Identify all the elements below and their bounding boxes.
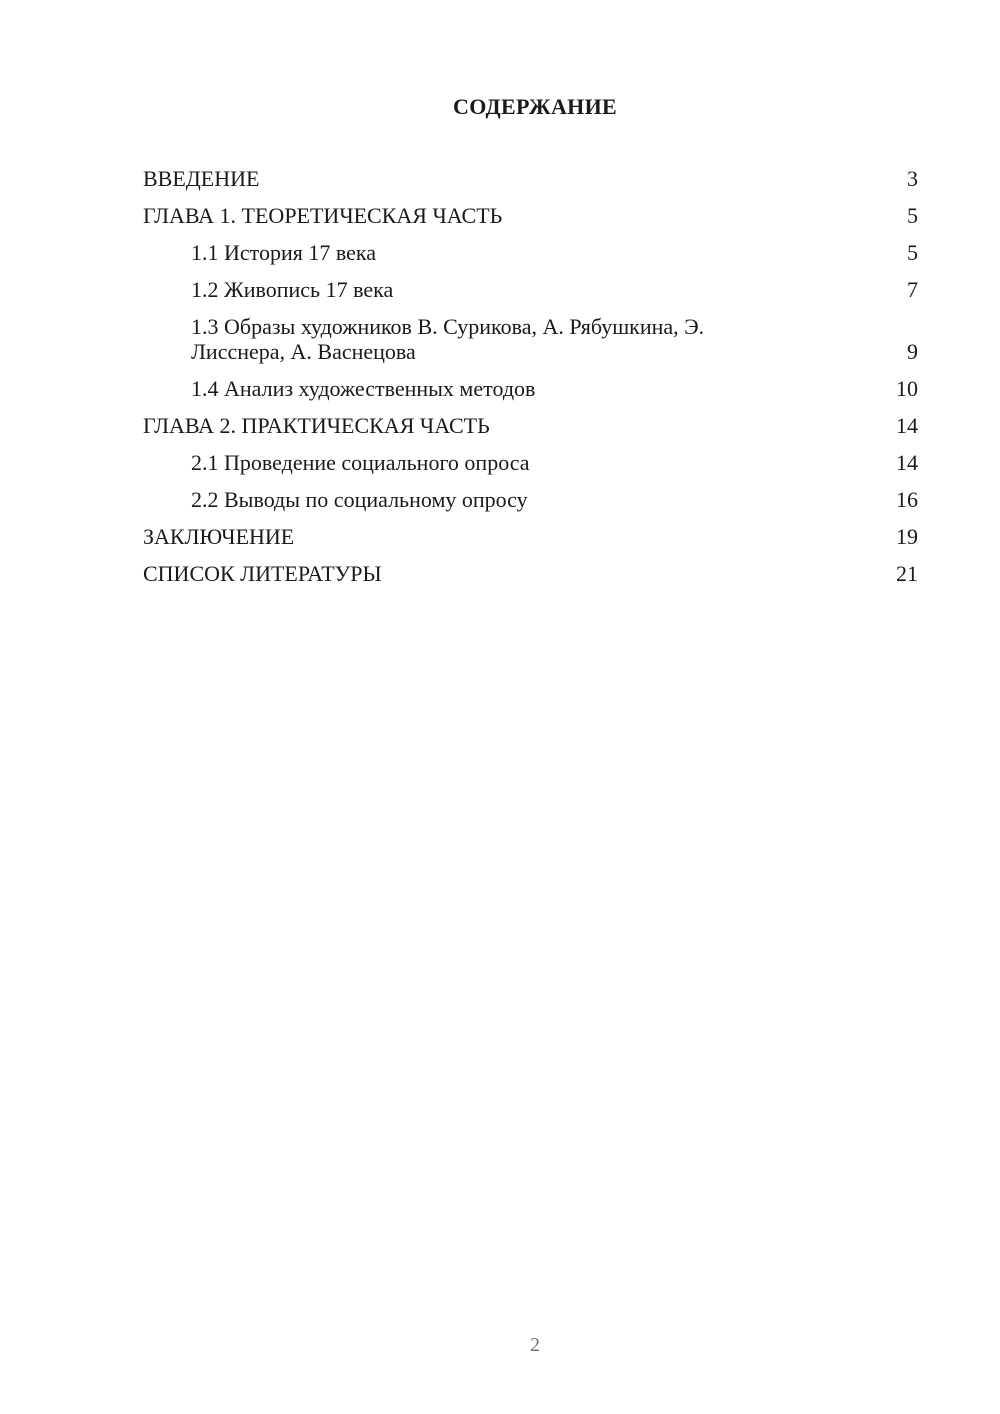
toc-entry-page: 16: [896, 487, 918, 512]
toc-entry-page: 14: [896, 413, 918, 438]
toc-entry-section-1-1: [143, 240, 918, 265]
toc-entry-label: ГЛАВА 2. ПРАКТИЧЕСКАЯ ЧАСТЬ: [143, 413, 490, 438]
toc-entry-page: 7: [907, 277, 918, 302]
toc-entry-section-1-3: [143, 314, 918, 364]
table-of-contents: [143, 166, 918, 598]
toc-entry-chapter-1: [143, 203, 918, 228]
toc-entry-conclusion: [143, 524, 918, 549]
toc-entry-page: 10: [896, 376, 918, 401]
toc-entry-section-1-4: [143, 376, 918, 401]
toc-entry-section-2-2: [143, 487, 918, 512]
toc-entry-label: ВВЕДЕНИЕ: [143, 166, 260, 191]
toc-entry-page: 5: [907, 240, 918, 265]
toc-entry-label: 2.1 Проведение социального опроса: [191, 450, 530, 475]
toc-entry-section-1-2: [143, 277, 918, 302]
toc-entry-page: 3: [907, 166, 918, 191]
toc-entry-section-2-1: [143, 450, 918, 475]
toc-entry-page: 14: [896, 450, 918, 475]
toc-entry-label: 2.2 Выводы по социальному опросу: [191, 487, 528, 512]
toc-entry-label: ГЛАВА 1. ТЕОРЕТИЧЕСКАЯ ЧАСТЬ: [143, 203, 503, 228]
toc-entry-page: 21: [896, 561, 918, 586]
toc-entry-page: 9: [907, 339, 918, 364]
toc-entry-label: ЗАКЛЮЧЕНИЕ: [143, 524, 295, 549]
toc-entry-page: 19: [896, 524, 918, 549]
page-title: СОДЕРЖАНИЕ: [453, 94, 617, 119]
toc-entry-label: 1.3 Образы художников В. Сурикова, А. Рябушкина, Э. Лисснера, А. Васнецова: [191, 314, 705, 364]
toc-entry-references: [143, 561, 918, 586]
toc-entry-label: 1.1 История 17 века: [191, 240, 377, 265]
toc-entry-chapter-2: [143, 413, 918, 438]
toc-entry-introduction: [143, 166, 918, 191]
toc-entry-label: 1.2 Живопись 17 века: [191, 277, 394, 302]
toc-entry-label: СПИСОК ЛИТЕРАТУРЫ: [143, 561, 382, 586]
toc-entry-page: 5: [907, 203, 918, 228]
page-number: 2: [530, 1334, 540, 1356]
toc-entry-label: 1.4 Анализ художественных методов: [191, 376, 536, 401]
